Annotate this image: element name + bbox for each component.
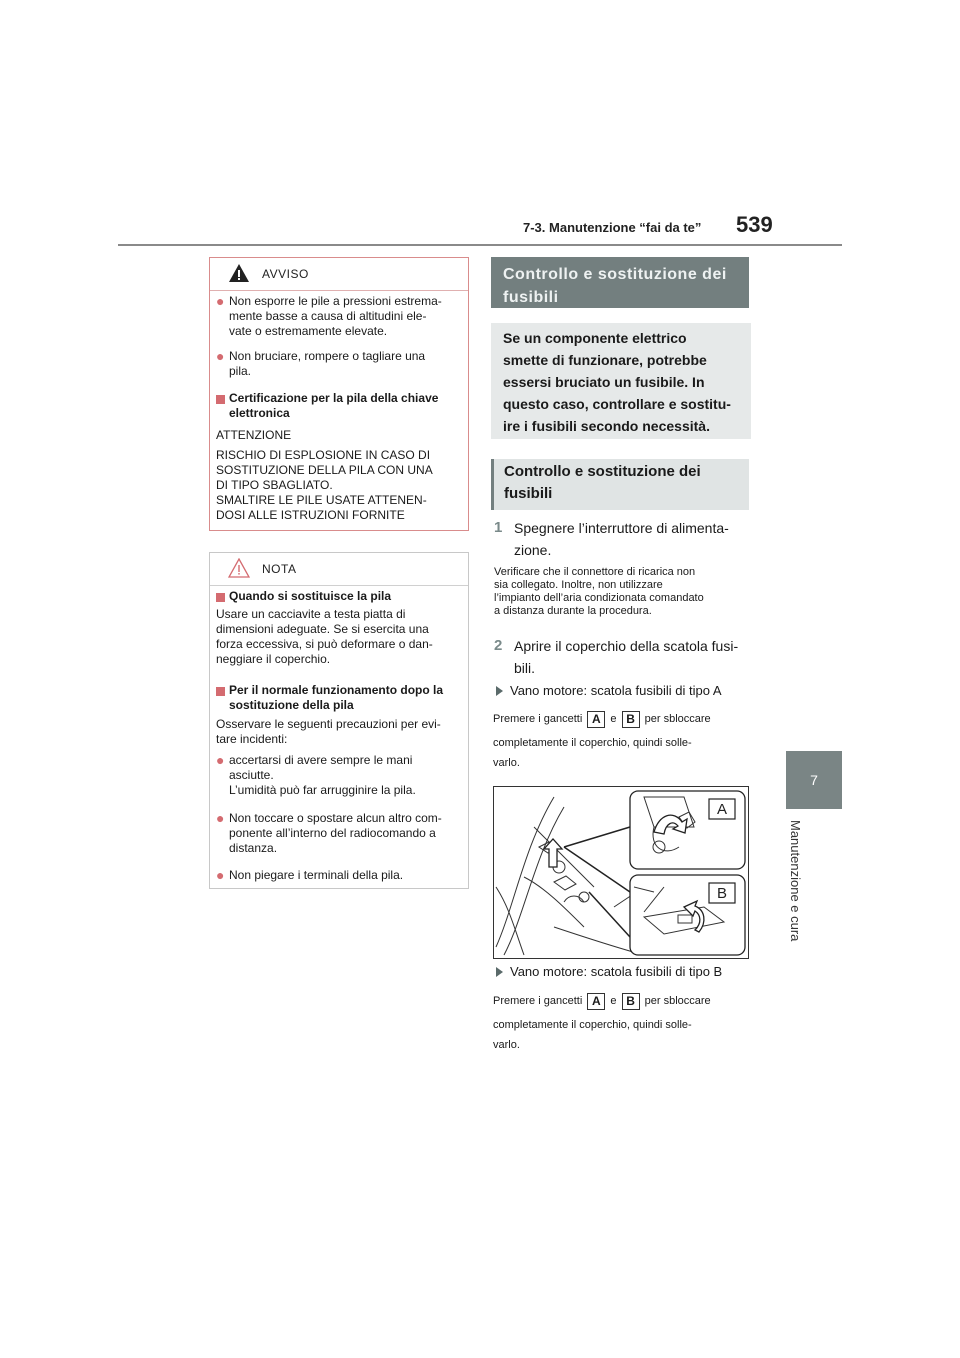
key-b-badge: B [622, 711, 640, 728]
warning-item-1: Non esporre le pile a pressioni estrema- mente basse a causa di altitudini ele- vate o estremamente elevate. [229, 294, 442, 338]
type-b-instruction-line2: completamente il coperchio, quindi solle- [493, 1019, 692, 1031]
chapter-label [766, 820, 822, 940]
type-a-instruction-line1 [493, 708, 711, 730]
warning-box-title: AVVISO [262, 267, 309, 281]
bullet-dot-icon: ● [216, 293, 225, 309]
note-bullet-2: Non toccare o spostare alcun altro com- ponente all’interno del radiocomando a distanza. [229, 811, 442, 855]
type-b-instruction-line1 [493, 990, 711, 1012]
key-b-badge: B [622, 993, 640, 1010]
cert-attention: ATTENZIONE [216, 428, 292, 442]
chapter-tab[interactable]: 7 [786, 751, 842, 809]
step-1-text: Spegnere l’interruttore di alimenta- zione. [514, 520, 729, 558]
type-b-label: Vano motore: scatola fusibili di tipo B [510, 964, 723, 979]
caution-triangle-icon [228, 558, 250, 578]
note-paragraph-1: Usare un cacciavite a testa piatta di dimensioni adeguate. Se si esercita una forza eccessiva, si può deformare o dan- neggiare il coperchio. [216, 607, 433, 666]
sub-section-band: Controllo e sostituzione dei fusibili [491, 459, 749, 510]
warning-box [209, 257, 469, 531]
note-box [209, 552, 469, 889]
cert-heading: Certificazione per la pila della chiave elettronica [229, 391, 439, 420]
step-1-number: 1 [494, 519, 503, 536]
chapter-label-text: Manutenzione e cura [788, 820, 803, 942]
illus-label-b: B [716, 885, 728, 902]
warning-item-2: Non bruciare, rompere o tagliare una pila. [229, 349, 426, 378]
press-and: e [610, 713, 617, 725]
intro-box: Se un componente elettrico smette di funzionare, potrebbe essersi bruciato un fusibile. In questo caso, controllare e sostitu- ire i fusibili secondo necessità. [491, 323, 751, 439]
note-heading-1: Quando si sostituisce la pila [229, 589, 392, 603]
arrow-bullet-icon [496, 967, 503, 977]
press-pre: Premere i gancetti [493, 713, 583, 725]
bullet-square-icon [216, 395, 225, 404]
bullet-dot-icon: ● [216, 752, 225, 768]
step-2-number: 2 [494, 637, 503, 654]
bullet-dot-icon: ● [216, 810, 225, 826]
press-post: per sbloccare [644, 713, 711, 725]
press-and: e [610, 995, 617, 1007]
cert-body: RISCHIO DI ESPLOSIONE IN CASO DI SOSTITUZIONE DELLA PILA CON UNA DI TIPO SBAGLIATO. SMALTIRE LE PILE USATE ATTENEN- DOSI ALLE ISTRUZIONI FORNITE [216, 448, 433, 522]
press-post: per sbloccare [644, 995, 711, 1007]
note-box-title: NOTA [262, 562, 297, 576]
type-a-label: Vano motore: scatola fusibili di tipo A [510, 683, 722, 698]
note-paragraph-2: Osservare le seguenti precauzioni per evi- tare incidenti: [216, 717, 441, 746]
bullet-square-icon [216, 687, 225, 696]
page-number: 539 [736, 212, 773, 237]
fuse-box-illustration [493, 786, 749, 959]
note-bullet-1: accertarsi di avere sempre le mani asciutte. L’umidità può far arrugginire la pila. [229, 753, 416, 797]
arrow-bullet-icon [496, 686, 503, 696]
key-a-badge: A [587, 711, 605, 728]
type-a-instruction-line2: completamente il coperchio, quindi solle- [493, 737, 692, 749]
section-title: 7-3. Manutenzione “fai da te” [523, 220, 702, 235]
step-1-note: Verificare che il connettore di ricarica non sia collegato. Inoltre, non utilizzare l’impianto dell’aria condizionata comandato a distanza durante la procedura. [494, 566, 704, 617]
bullet-dot-icon: ● [216, 867, 225, 883]
section-band: Controllo e sostituzione dei fusibili [491, 257, 749, 308]
header-divider [118, 244, 842, 246]
note-heading-2: Per il normale funzionamento dopo la sostituzione della pila [229, 683, 444, 712]
type-b-instruction-line3: varlo. [493, 1039, 520, 1051]
type-a-instruction-line3: varlo. [493, 757, 520, 769]
press-pre: Premere i gancetti [493, 995, 583, 1007]
warning-box-header [210, 258, 468, 291]
note-box-header [210, 553, 468, 586]
note-bullet-3: Non piegare i terminali della pila. [229, 868, 404, 882]
engine-bay-drawing [494, 787, 748, 958]
warning-triangle-icon [228, 263, 250, 283]
bullet-dot-icon: ● [216, 348, 225, 364]
step-2-text: Aprire il coperchio della scatola fusi- bili. [514, 638, 739, 676]
key-a-badge: A [587, 993, 605, 1010]
bullet-square-icon [216, 593, 225, 602]
illus-label-a: A [716, 801, 728, 818]
